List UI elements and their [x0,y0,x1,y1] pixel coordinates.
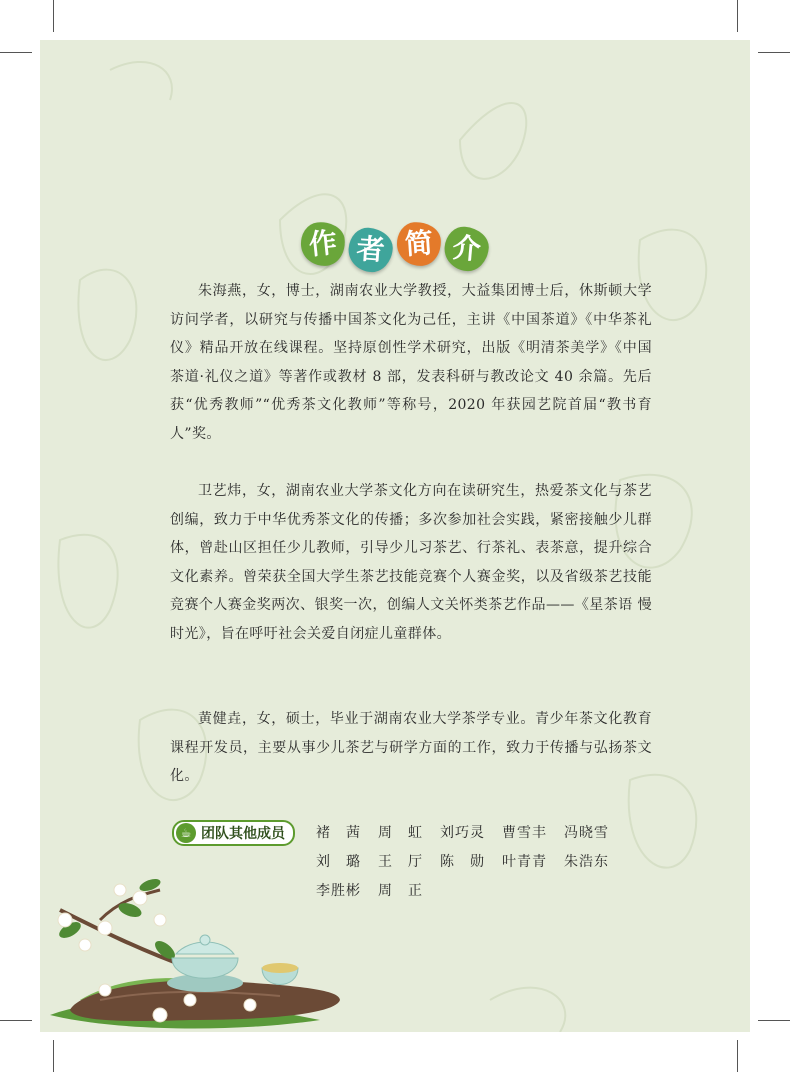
member-name: 周 虹 [378,825,423,841]
member-row [316,819,656,848]
crop-mark [0,52,32,53]
section-title [40,222,750,266]
crop-mark [53,1040,54,1072]
crop-mark [758,1020,790,1021]
crop-mark [737,1040,738,1072]
member-name: 冯晓雪 [564,825,609,841]
page [40,40,750,1032]
crop-mark [53,0,54,32]
member-name: 李胜彬 [316,883,361,899]
member-name: 陈 勋 [440,854,485,870]
member-name: 刘 璐 [316,854,361,870]
member-name: 褚 茜 [316,825,361,841]
title-char: 作 [299,220,347,268]
crop-mark [0,1020,32,1021]
title-char: 介 [443,225,491,273]
tea-set-illustration [40,850,370,1032]
member-name: 朱浩东 [564,854,609,870]
crop-mark [737,0,738,32]
author-bio-3: 黄健垚，女，硕士，毕业于湖南农业大学茶学专业。青少年茶文化教育课程开发员，主要从事少儿茶艺与研学方面的工作，致力于传播与弘扬茶文化。 [170,711,652,784]
member-name: 刘巧灵 [440,825,485,841]
team-label-text: 团队其他成员 [201,826,285,842]
member-name: 叶青青 [502,854,547,870]
member-name: 王 厅 [378,854,423,870]
teacup-icon: ☕ [176,823,196,843]
title-char: 者 [347,227,394,274]
crop-mark [758,52,790,53]
author-bio-1: 朱海燕，女，博士，湖南农业大学教授，大益集团博士后，休斯顿大学访问学者，以研究与传播中国茶文化为己任，主讲《中国茶道》《中华茶礼仪》精品开放在线课程。坚持原创性学术研究，出版《明清茶美学》《中国茶道·礼仪之道》等著作或教材 8 部，发表科研与教改论文 40 余篇。先后获“优秀教师”“优秀茶文化教师”等称号，2020 年获园艺院首届“教书育人”奖。 [170,283,652,442]
author-bio-2: 卫艺炜，女，湖南农业大学茶文化方向在读研究生，热爱茶文化与茶艺创编，致力于中华优秀茶文化的传播；多次参加社会实践，紧密接触少儿群体，曾赴山区担任少儿教师，引导少儿习茶艺、行茶礼、表茶意，提升综合文化素养。曾荣获全国大学生茶艺技能竞赛个人赛金奖，以及省级茶艺技能竞赛个人赛金奖两次、银奖一次，创编人文关怀类茶艺作品——《星茶语 慢时光》，旨在呼吁社会关爱自闭症儿童群体。 [170,483,652,642]
member-name: 曹雪丰 [502,825,547,841]
member-name: 周 正 [378,883,423,899]
title-char: 简 [396,221,443,268]
team-label [172,820,295,846]
